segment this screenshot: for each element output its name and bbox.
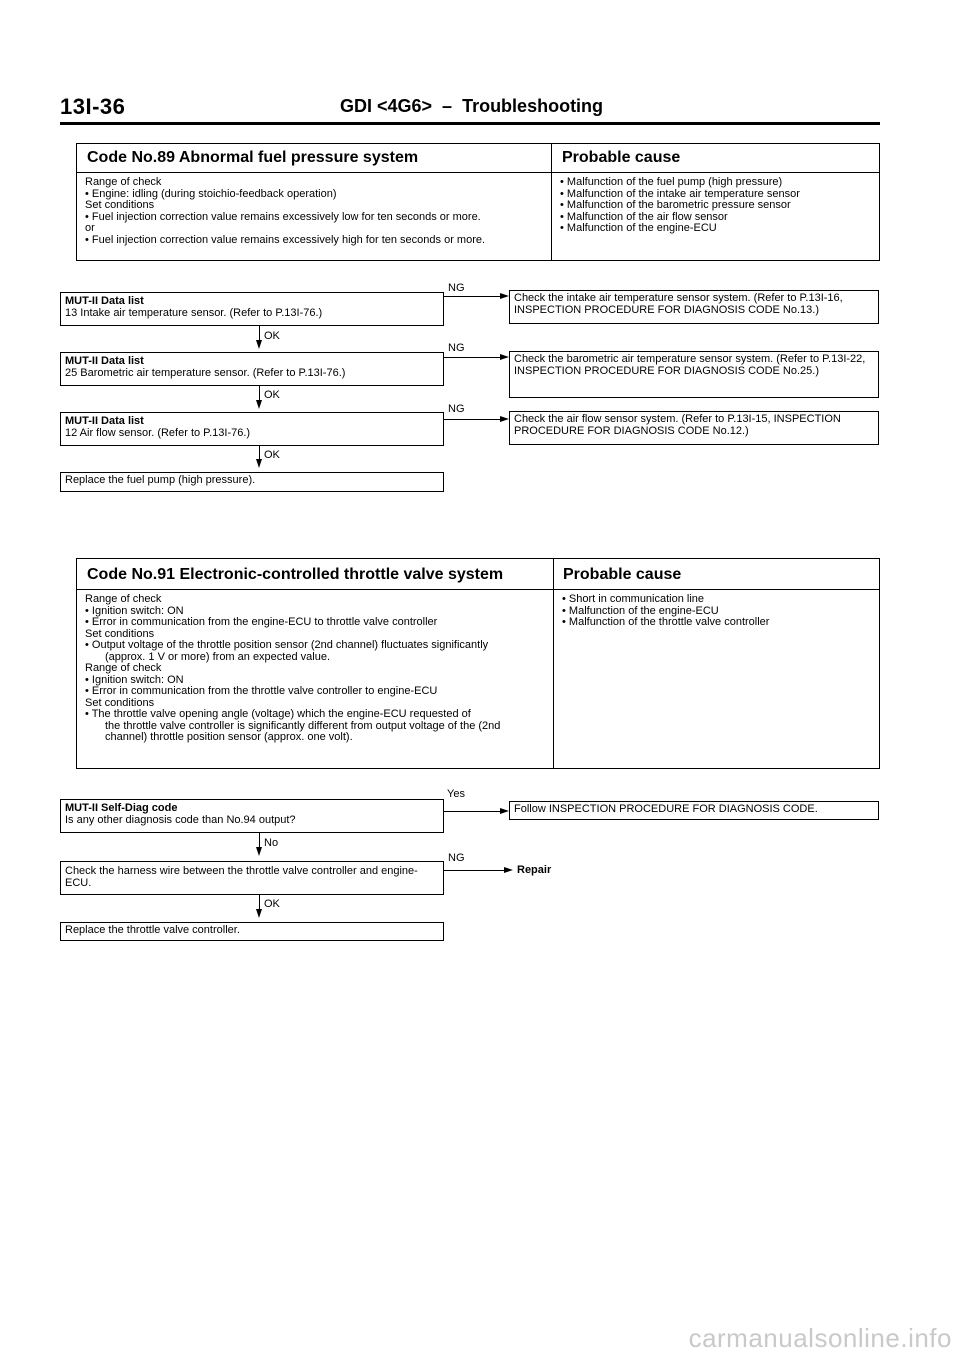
page-number: 13I-36 bbox=[60, 94, 126, 119]
code-91-check-line: Set conditions bbox=[85, 627, 155, 640]
code-91-check-text bbox=[85, 594, 500, 744]
flow89-step3-ng-line bbox=[444, 419, 502, 420]
flow89-step3-ng-label: NG bbox=[448, 403, 465, 415]
flow89-step3-body: 12 Air flow sensor. (Refer to P.13I-76.) bbox=[65, 427, 251, 439]
code-89-check-line: Set conditions bbox=[85, 199, 155, 211]
code-89-head-rule bbox=[77, 172, 879, 173]
flow89-final-box: Replace the fuel pump (high pressure). bbox=[60, 472, 444, 492]
flow89-step2-head: MUT-II Data list bbox=[65, 355, 144, 367]
header-rule bbox=[60, 122, 880, 125]
code-91-check-line: • Error in communication from the engine-ECU to throttle valve controller bbox=[85, 616, 438, 628]
flow91-yes-box: Follow INSPECTION PROCEDURE FOR DIAGNOSIS CODE. bbox=[509, 801, 879, 820]
flow91-ng-arrow bbox=[504, 867, 513, 873]
code-89-cause-title: Probable cause bbox=[562, 149, 681, 166]
code-89-check-line: Range of check bbox=[85, 176, 162, 188]
page-title: GDI <4G6> – Troubleshooting bbox=[340, 96, 604, 116]
flow91-step1-body: Is any other diagnosis code than No.94 output? bbox=[65, 814, 296, 826]
code-89-check-line: • Fuel injection correction value remains excessively high for ten seconds or more. bbox=[85, 233, 486, 246]
code-91-cause-item: • Malfunction of the engine-ECU bbox=[562, 604, 719, 617]
flow89-step3-ok-arrow bbox=[256, 459, 262, 468]
code-89-check-text bbox=[85, 177, 485, 246]
flow91-yes-line bbox=[444, 811, 502, 812]
flow89-step1-head: MUT-II Data list bbox=[65, 295, 144, 307]
code-91-title: Code No.91 Electronic-controlled throttle valve system bbox=[87, 566, 504, 583]
code-91-cause-item: • Short in communication line bbox=[562, 593, 705, 605]
code-91-cause-title: Probable cause bbox=[563, 566, 682, 583]
flow91-no-label: No bbox=[264, 837, 279, 849]
flow89-step1-box bbox=[60, 292, 444, 326]
flow89-step2-body: 25 Barometric air temperature sensor. (Refer to P.13I-76.) bbox=[65, 367, 346, 379]
flow89-step2-box bbox=[60, 352, 444, 386]
flow89-step2-ok-label: OK bbox=[264, 389, 280, 401]
flow89-step1-ng-line bbox=[444, 296, 502, 297]
flow91-ok-arrow bbox=[256, 909, 262, 918]
flow89-step2-ng-box: Check the barometric air temperature sensor system. (Refer to P.13I-22, INSPECTION PROCEDURE FOR DIAGNOSIS CODE No.25.) bbox=[509, 351, 879, 398]
code-91-check-line: • Error in communication from the throttle valve controller to engine-ECU bbox=[85, 685, 438, 697]
code-89-cause-item: • Malfunction of the engine-ECU bbox=[560, 222, 717, 234]
code-91-check-line: Range of check bbox=[85, 662, 162, 674]
flow89-step3-ng-box: Check the air flow sensor system. (Refer to P.13I-15, INSPECTION PROCEDURE FOR DIAGNOSIS CODE No.12.) bbox=[509, 411, 879, 445]
code-91-check-line: • Ignition switch: ON bbox=[85, 673, 184, 686]
flow91-no-arrow bbox=[256, 847, 262, 856]
code-89-box bbox=[76, 143, 880, 261]
flow91-ng-line bbox=[444, 870, 504, 871]
flow89-step1-ng-arrow bbox=[500, 293, 509, 299]
flow89-step2-ng-arrow bbox=[500, 354, 509, 360]
flow91-step2-box: Check the harness wire between the throttle valve controller and engine-ECU. bbox=[60, 861, 444, 895]
code-89-cause-item: • Malfunction of the barometric pressure sensor bbox=[560, 199, 791, 211]
flow89-step1-ng-label: NG bbox=[448, 282, 465, 294]
code-89-check-line: • Engine: idling (during stoichio-feedback operation) bbox=[85, 187, 337, 200]
flow89-step3-box bbox=[60, 412, 444, 446]
code-91-check-line: the throttle valve controller is significantly different from output voltage of the (2nd bbox=[105, 719, 501, 732]
code-89-column-divider bbox=[551, 144, 552, 260]
code-91-column-divider bbox=[553, 559, 554, 768]
flow91-repair-label: Repair bbox=[517, 864, 552, 876]
code-91-check-line: • The throttle valve opening angle (voltage) which the engine-ECU requested of bbox=[85, 708, 471, 720]
flow91-step1-head: MUT-II Self-Diag code bbox=[65, 802, 178, 814]
flow89-step1-ok-arrow bbox=[256, 340, 262, 349]
code-91-check-line: channel) throttle position sensor (approx. one volt). bbox=[105, 731, 353, 743]
flow89-step3-head: MUT-II Data list bbox=[65, 415, 144, 427]
flow89-step3-ng-arrow bbox=[500, 416, 509, 422]
code-91-causes bbox=[562, 594, 769, 629]
code-91-head-rule bbox=[77, 589, 879, 590]
flow91-yes-label: Yes bbox=[447, 788, 465, 800]
flow89-step1-ng-box: Check the intake air temperature sensor system. (Refer to P.13I-16, INSPECTION PROCEDURE FOR DIAGNOSIS CODE No.13.) bbox=[509, 290, 879, 324]
code-91-check-line: • Output voltage of the throttle position sensor (2nd channel) fluctuates significantly bbox=[85, 639, 489, 651]
flow89-step2-ok-arrow bbox=[256, 400, 262, 409]
flow91-ng-label: NG bbox=[448, 852, 465, 864]
flow89-step3-ok-label: OK bbox=[264, 449, 280, 461]
code-89-cause-item: • Malfunction of the intake air temperature sensor bbox=[560, 187, 800, 200]
code-89-check-line: • Fuel injection correction value remains excessively low for ten seconds or more. bbox=[85, 210, 481, 223]
flow91-final-box: Replace the throttle valve controller. bbox=[60, 922, 444, 941]
code-91-check-line: Set conditions bbox=[85, 696, 155, 709]
code-91-check-line: • Ignition switch: ON bbox=[85, 604, 184, 617]
code-89-cause-item: • Malfunction of the fuel pump (high pressure) bbox=[560, 176, 783, 188]
code-89-title: Code No.89 Abnormal fuel pressure system bbox=[87, 149, 419, 166]
code-91-check-line: (approx. 1 V or more) from an expected value. bbox=[105, 650, 330, 663]
flow91-step1-box bbox=[60, 799, 444, 833]
flow89-step1-body: 13 Intake air temperature sensor. (Refer to P.13I-76.) bbox=[65, 307, 323, 319]
flow89-step1-ok-label: OK bbox=[264, 330, 280, 342]
code-89-causes bbox=[560, 177, 800, 235]
code-91-box bbox=[76, 558, 880, 769]
flow89-step2-ng-line bbox=[444, 357, 502, 358]
flow91-yes-arrow bbox=[500, 808, 509, 814]
watermark-text: carmanualsonline.info bbox=[688, 1323, 952, 1353]
code-91-check-line: Range of check bbox=[85, 593, 162, 605]
flow89-step2-ng-label: NG bbox=[448, 342, 465, 354]
flow91-ok-label: OK bbox=[264, 898, 280, 910]
code-91-cause-item: • Malfunction of the throttle valve controller bbox=[562, 616, 770, 628]
code-89-check-line: or bbox=[85, 222, 95, 234]
code-89-cause-item: • Malfunction of the air flow sensor bbox=[560, 210, 728, 223]
